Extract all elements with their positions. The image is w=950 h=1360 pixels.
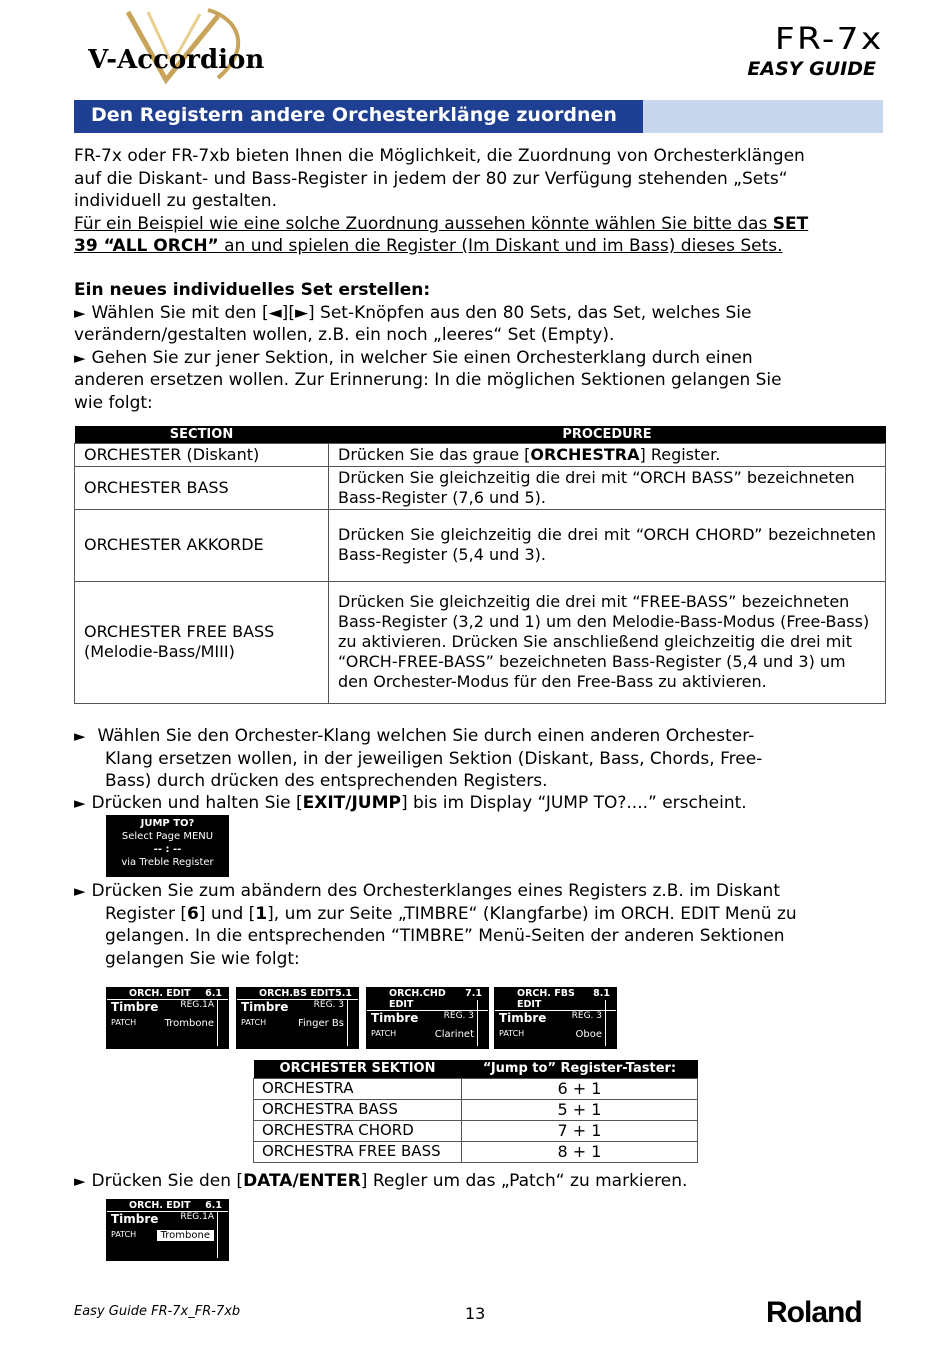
- footer-doc-title: Easy Guide FR-7x_FR-7xb: [74, 1304, 241, 1319]
- procedure-cell: Drücken Sie gleichzeitig die drei mit “FREE-BASS” bezeichneten Bass-Register (3,2 und 1) um den Melodie-Bass-Modus (Free-Bass) zu aktivieren. Drücken Sie anschließend gleichzeitig die drei mit “ORCH-FREE-BASS” bezeichneten Bass-Register (5,4 und 3) um den Orchester-Modus für den Free-Bass zu aktivieren.: [329, 581, 886, 703]
- section-cell: ORCHESTER (Diskant): [75, 443, 329, 466]
- jump-value: -- : --: [153, 844, 182, 855]
- step-6: ► Drücken Sie den [DATA/ENTER] Regler um das „Patch“ zu markieren.: [74, 1171, 688, 1191]
- section-cell: ORCHESTER BASS: [75, 466, 329, 509]
- keys-cell: 8 + 1: [462, 1141, 698, 1162]
- step-2-cont: anderen ersetzen wollen. Zur Erinnerung: In die möglichen Sektionen gelangen Sie: [74, 370, 782, 390]
- new-set-section: [74, 279, 874, 414]
- guide-label: EASY GUIDE: [747, 58, 876, 80]
- section-cell: ORCHESTRA: [254, 1078, 462, 1099]
- table-row: [75, 581, 886, 703]
- intro-example-line: 39 “ALL ORCH” an und spielen die Register (Im Diskant und im Bass) dieses Sets.: [74, 236, 783, 256]
- logo-text: V-Accordion: [88, 45, 265, 75]
- section-cell: ORCHESTRA BASS: [254, 1099, 462, 1120]
- table-row: [254, 1078, 698, 1099]
- intro-line: FR-7x oder FR-7xb bieten Ihnen die Möglichkeit, die Zuordnung von Orchesterklängen: [74, 146, 805, 166]
- procedure-cell: Drücken Sie gleichzeitig die drei mit “ORCH BASS” bezeichneten Bass-Register (7,6 und 5).: [329, 466, 886, 509]
- lcd-orch-freebass-edit: ORCH. FBS EDIT 8.1 Timbre REG. 3 PATCH Oboe: [494, 987, 617, 1049]
- section-heading: Den Registern andere Orchesterklänge zuordnen: [83, 100, 643, 133]
- section-cell: ORCHESTRA CHORD: [254, 1120, 462, 1141]
- table-row: [75, 466, 886, 509]
- col-header-section: ORCHESTER SEKTION: [254, 1060, 462, 1078]
- step-1: ► Wählen Sie mit den [◄][►] Set-Knöpfen aus den 80 Sets, das Set, welches Sie: [74, 302, 752, 323]
- step-1-cont: verändern/gestalten wollen, z.B. ein noch „leeres“ Set (Empty).: [74, 325, 615, 345]
- intro-example-line: Für ein Beispiel wie eine solche Zuordnung aussehen könnte wählen Sie bitte das SET: [74, 213, 809, 234]
- keys-cell: 7 + 1: [462, 1120, 698, 1141]
- v-accordion-logo: [88, 8, 298, 96]
- jump-title: JUMP TO?: [140, 818, 195, 829]
- jump-line: Select Page MENU: [121, 831, 214, 842]
- patch-highlight: Trombone: [157, 1230, 214, 1241]
- section-cell: ORCHESTER FREE BASS (Melodie-Bass/MIII): [75, 581, 329, 703]
- col-header-keys: “Jump to” Register-Taster:: [462, 1060, 698, 1078]
- keys-cell: 6 + 1: [462, 1078, 698, 1099]
- procedure-cell: Drücken Sie gleichzeitig die drei mit “ORCH CHORD” bezeichneten Bass-Register (5,4 und 3).: [329, 509, 886, 581]
- lcd-orch-chord-edit: ORCH.CHD EDIT 7.1 Timbre REG. 3 PATCH Clarinet: [366, 987, 489, 1049]
- jump-to-display: [106, 815, 229, 877]
- jump-line: via Treble Register: [121, 857, 214, 868]
- jump-register-table: [253, 1060, 698, 1163]
- step-5: ► Drücken Sie zum abändern des Orchesterklanges eines Registers z.B. im Diskant Register [6] und [1], um zur Seite „TIMBRE“ (Klangfarbe) im ORCH. EDIT Menü zu gelangen. In die entsprechenden “TIMBRE” Menü-Seiten der anderen Sektionen gelangen Sie wie folgt:: [74, 881, 797, 969]
- keys-cell: 5 + 1: [462, 1099, 698, 1120]
- table-row: [254, 1120, 698, 1141]
- section-heading-bar: [74, 100, 883, 133]
- section-cell: ORCHESTER AKKORDE: [75, 509, 329, 581]
- lcd-orch-edit: ORCH. EDIT 6.1 Timbre REG.1A PATCH Trombone: [106, 987, 229, 1049]
- intro-paragraph: [74, 145, 874, 258]
- lcd-orch-edit-patch: ORCH. EDIT 6.1 Timbre REG.1A PATCH Trombone: [106, 1199, 229, 1261]
- lcd-orch-bass-edit: ORCH.BS EDIT 5.1 Timbre REG. 3 PATCH Finger Bs: [236, 987, 359, 1049]
- intro-line: individuell zu gestalten.: [74, 191, 277, 211]
- model-title: FR-7x: [775, 22, 884, 57]
- table-row: [75, 443, 886, 466]
- intro-line: auf die Diskant- und Bass-Register in jedem der 80 zur Verfügung stehenden „Sets“: [74, 168, 788, 189]
- table-row: [254, 1099, 698, 1120]
- table-row: [254, 1141, 698, 1162]
- step-2: ► Gehen Sie zur jener Sektion, in welcher Sie einen Orchesterklang durch einen: [74, 347, 753, 368]
- col-header-section: SECTION: [75, 426, 329, 443]
- step-4: ► Drücken und halten Sie [EXIT/JUMP] bis im Display “JUMP TO?....” erscheint.: [74, 793, 747, 813]
- step-2-cont: wie folgt:: [74, 392, 153, 413]
- procedure-table: [74, 426, 886, 704]
- step-3: ► Wählen Sie den Orchester-Klang welchen Sie durch einen anderen Orchester- Klang ersetzen wollen, in der jeweiligen Sektion (Diskant, Bass, Chords, Free- Bass) durch drücken des entsprechenden Registers.: [74, 726, 763, 791]
- page-number: 13: [465, 1304, 486, 1323]
- section-cell: ORCHESTRA FREE BASS: [254, 1141, 462, 1162]
- procedure-cell: Drücken Sie das graue [ORCHESTRA] Register.: [329, 443, 886, 466]
- col-header-procedure: PROCEDURE: [329, 426, 886, 443]
- table-row: [75, 509, 886, 581]
- new-set-heading: Ein neues individuelles Set erstellen:: [74, 280, 431, 300]
- roland-logo: Roland: [766, 1296, 862, 1329]
